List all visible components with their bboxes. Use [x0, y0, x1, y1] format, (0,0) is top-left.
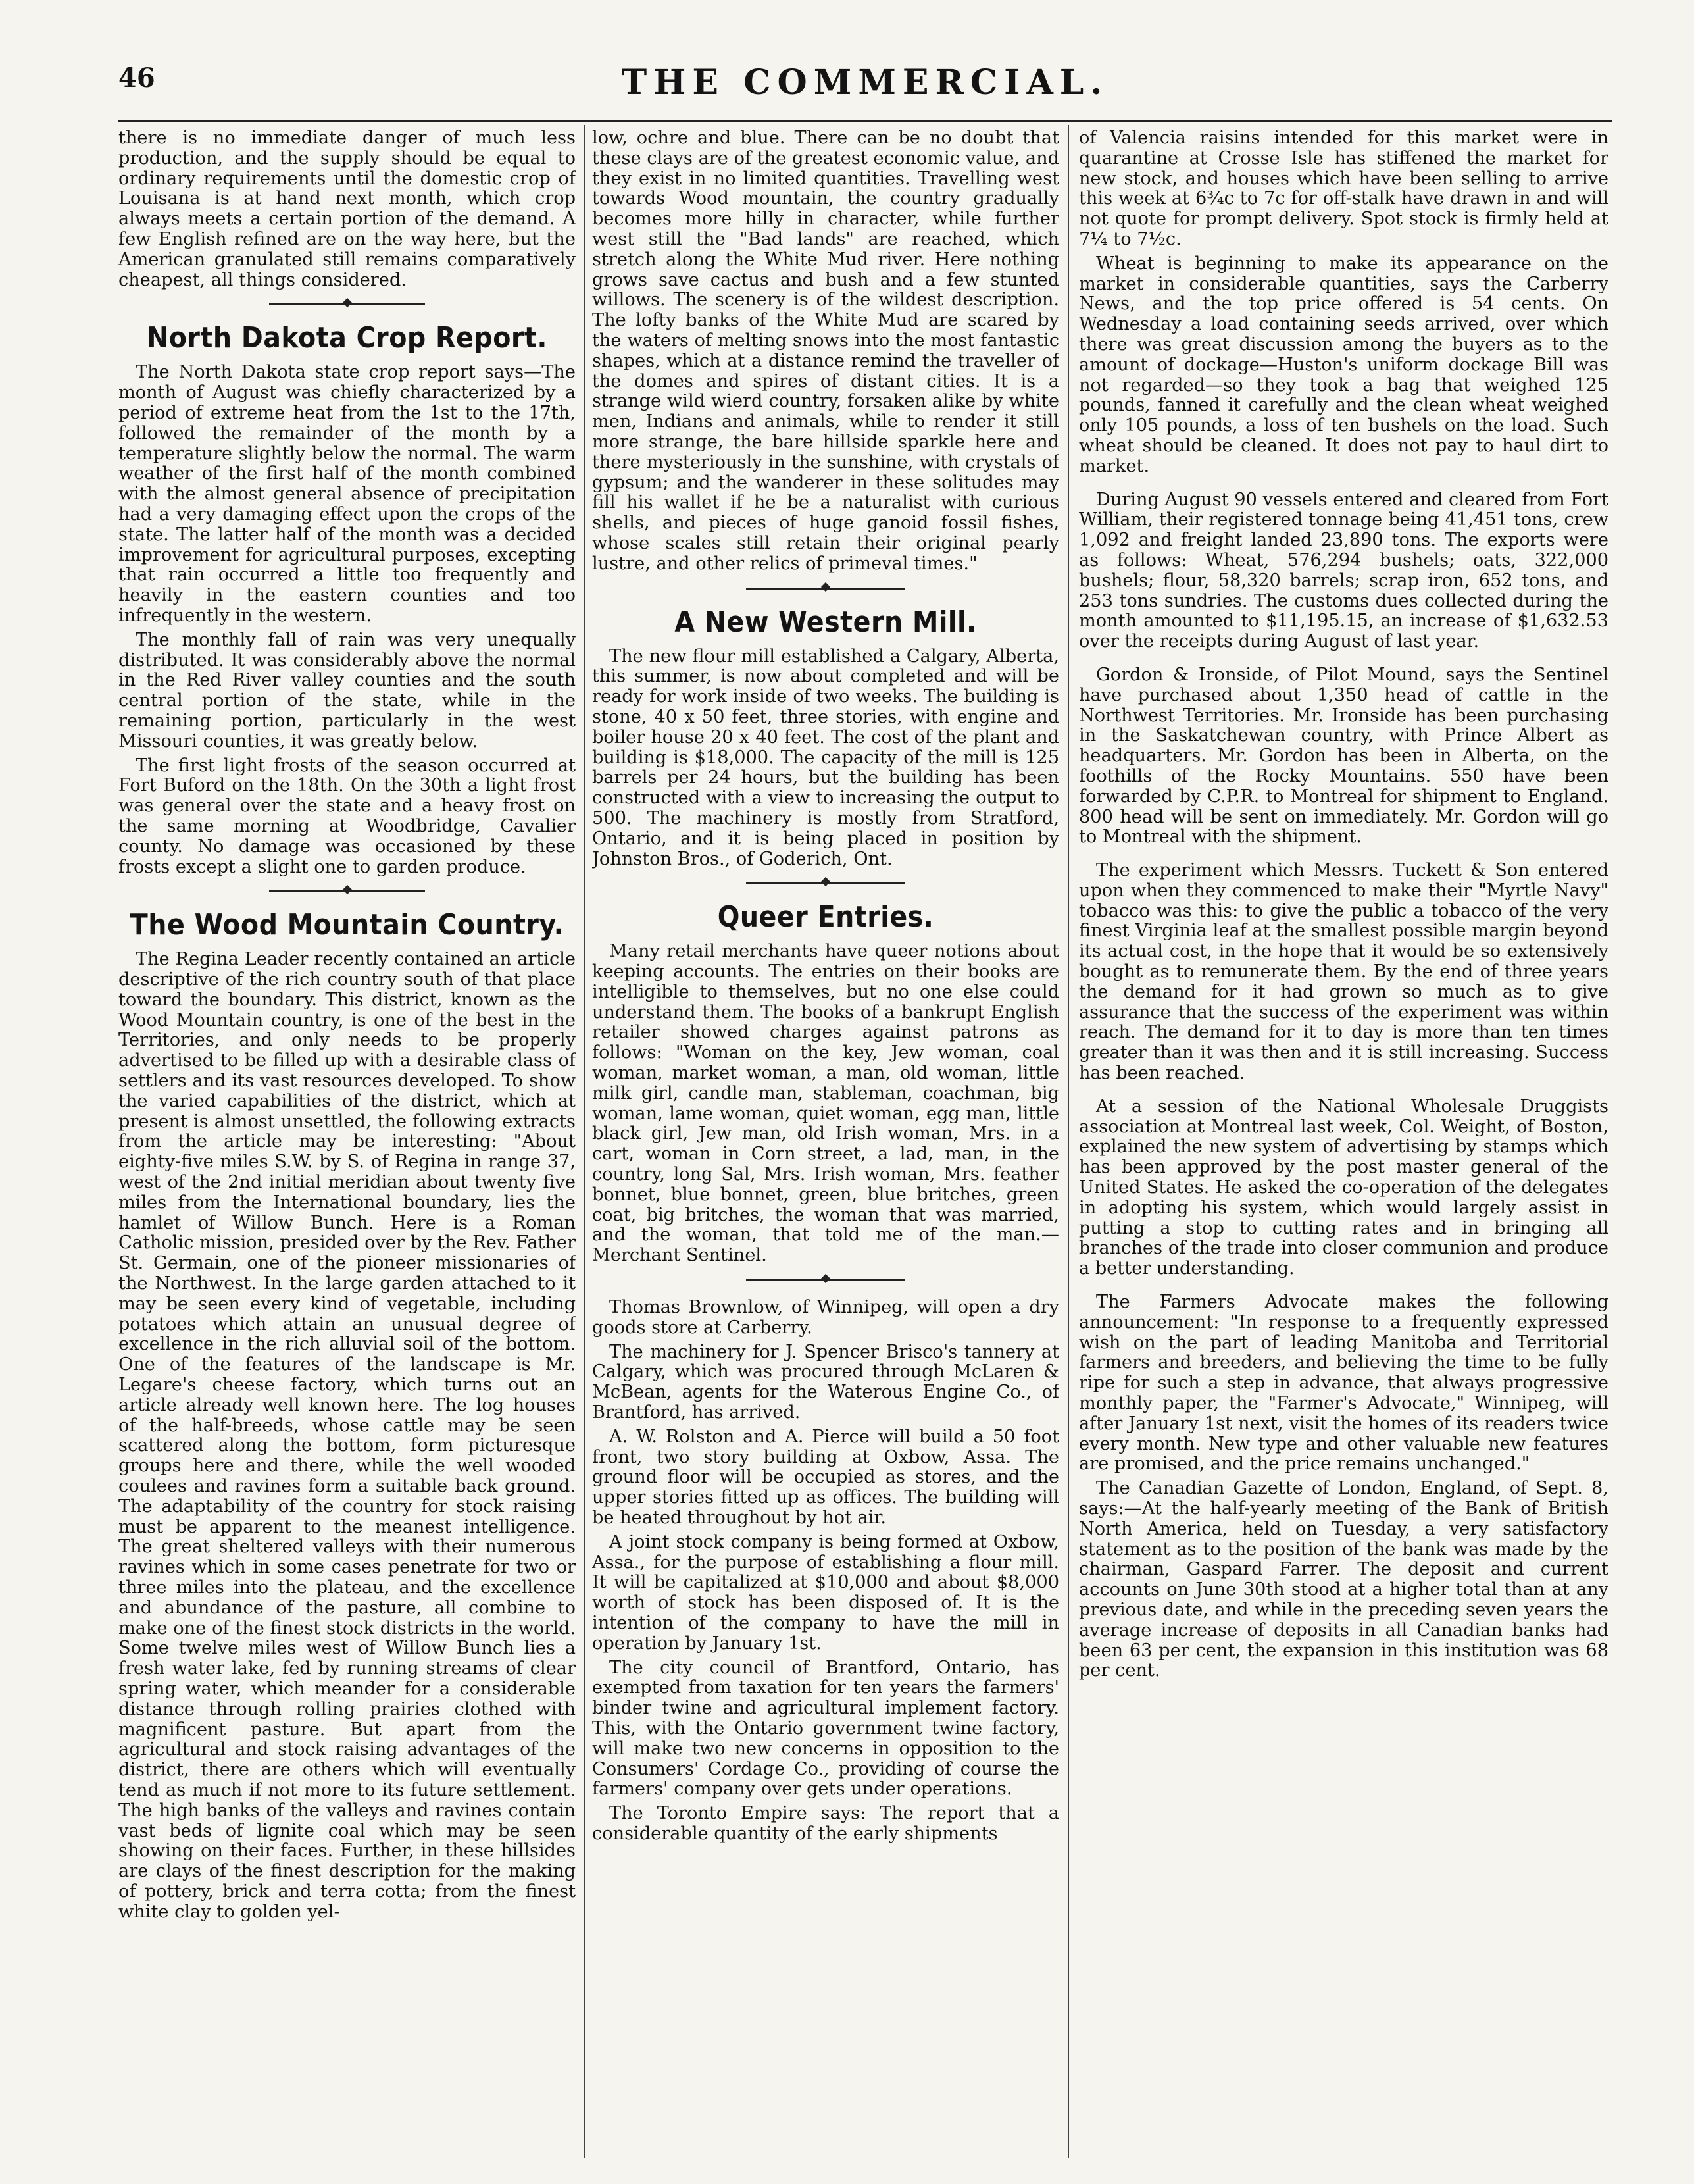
column-1	[118, 128, 576, 2155]
article-paragraph: A. W. Rolston and A. Pierce will build a 50 foot front, two story building at Oxbow, Assa. The ground floor will be occupied as stores, and the upper stories fitted up as offices. The building will be heated throughout by hot air.	[592, 1426, 1059, 1529]
article-paragraph: At a session of the National Wholesale Druggists association at Montreal last week, Col. Weight, of Boston, explained the new system of advertising by stamps which has been approved by the post master general of the United States. He asked the co-operation of the delegates in adopting his system, which would largely assist in putting a stop to cutting rates and in bringing all branches of the trade into closer communion and produce a better understanding.	[1079, 1096, 1608, 1279]
header-rule	[118, 120, 1612, 122]
article-paragraph: of Valencia raisins intended for this market were in quarantine at Crosse Isle has stiffened the market for new stock, and houses which have been selling to arrive this week at 6¾c to 7c for off-stalk have drawn in and will not quote for prompt delivery. Spot stock is firmly held at 7¼ to 7½c.	[1079, 128, 1608, 249]
article-paragraph: The Canadian Gazette of London, England, of Sept. 8, says:—At the half-yearly meeting of the Bank of British North America, held on Tuesday, a very satisfactory statement as to the position of the bank was made by the chairman, Gaspard Farrer. The deposit and current accounts on June 30th stood at a higher total than at any previous date, and while in the preceding seven years the average increase of deposits in all Canadian banks had been 63 per cent, the expansion in this institution was 68 per cent.	[1079, 1478, 1608, 1681]
section-divider	[118, 301, 576, 307]
masthead-title: THE COMMERCIAL.	[621, 63, 1109, 103]
article-paragraph: The machinery for J. Spencer Brisco's tannery at Calgary, which was procured through McLaren & McBean, agents for the Waterous Engine Co., of Brantford, has arrived.	[592, 1341, 1059, 1423]
article-paragraph: The Toronto Empire says: The report that a considerable quantity of the early shipments	[592, 1803, 1059, 1844]
article-heading: A New Western Mill.	[674, 605, 977, 639]
column-3	[1079, 128, 1608, 2155]
article-paragraph: The North Dakota state crop report says—The month of August was chiefly characterized by a period of extreme heat from the 1st to the 17th, followed the remainder of the month by a temperature slightly below the normal. The warm weather of the first half of the month combined with the almost general absence of precipitation had a very damaging effect upon the crops of the state. The latter half of the month was a decided improvement for agricultural purposes, excepting that rain occurred a little too frequently and heavily in the eastern counties and too infrequently in the western.	[118, 362, 576, 626]
article-paragraph: The experiment which Messrs. Tuckett & Son entered upon when they commenced to make their "Myrtle Navy" tobacco was this: to give the public a tobacco of the very finest Virginia leaf at the smallest possible margin beyond its actual cost, in the hope that it would be so extensively bought as to remunerate them. By the end of three years the demand for it had grown so much as to give assurance that the success of the experiment was within reach. The demand for it to day is more than ten times greater than it was then and it is still increasing. Success has been reached.	[1079, 860, 1608, 1084]
article-paragraph: Many retail merchants have queer notions about keeping accounts. The entries on their books are intelligible to themselves, but no one else could understand them. The books of a bankrupt English retailer showed charges against patrons as follows: "Woman on the key, Jew woman, coal woman, market woman, a man, old woman, little milk girl, candle man, stableman, coachman, big woman, lame woman, quiet woman, egg man, little black girl, Jew man, old Irish woman, Mrs. in a cart, woman in Corn street, a lad, man, in the country, long Sal, Mrs. Irish woman, Mrs. feather bonnet, blue bonnet, green, blue britches, green coat, big britches, the woman that was married, and the woman, that told me of the man.—Merchant Sentinel.	[592, 941, 1059, 1266]
article-paragraph: The first light frosts of the season occurred at Fort Buford on the 18th. On the 30th a light frost was general over the state and a heavy frost on the same morning at Woodbridge, Cavalier county. No damage was occasioned by these frosts except a slight one to garden produce.	[118, 755, 576, 877]
column-2	[592, 128, 1059, 2155]
article-paragraph: low, ochre and blue. There can be no doubt that these clays are of the greatest economic value, and they exist in no limited quantities. Travelling west towards Wood mountain, the country gradually becomes more hilly in character, while further west still the "Bad lands" are reached, which stretch along the White Mud river. Here nothing grows save cactus and bush and a few stunted willows. The scenery is of the wildest description. The lofty banks of the White Mud are scared by the waters of melting snows into the most fantastic shapes, which at a distance remind the traveller of the domes and spires of distant cities. It is a strange wild wierd country, forsaken alike by white men, Indians and animals, while to render it still more strange, the bare hillside sparkle here and there mysteriously in the sunshine, with crystals of gypsum; and the wanderer in these solitudes may fill his wallet if he be a naturalist with curious shells, and pieces of huge ganoid fossil fishes, whose scales still retain their original pearly lustre, and other relics of primeval times."	[592, 128, 1059, 574]
section-divider	[592, 880, 1059, 886]
article-paragraph: Thomas Brownlow, of Winnipeg, will open a dry goods store at Carberry.	[592, 1297, 1059, 1338]
article-heading: Queer Entries.	[717, 900, 934, 934]
article-paragraph: The monthly fall of rain was very unequally distributed. It was considerably above the normal in the Red River valley counties and the south central portion of the state, while in the remaining portion, particularly in the west Missouri counties, it was greatly below.	[118, 629, 576, 751]
column-divider-2	[1068, 125, 1069, 2158]
page-number: 46	[118, 63, 155, 93]
article-paragraph: Gordon & Ironside, of Pilot Mound, says the Sentinel have purchased about 1,350 head of cattle in the Northwest Territories. Mr. Ironside has been purchasing in the Saskatchewan country, with Prince Albert as headquarters. Mr. Gordon has been in Alberta, on the foothills of the Rocky Mountains. 550 have been forwarded by C.P.R. to Montreal for shipment to England. 800 head will be sent on immediately. Mr. Gordon will go to Montreal with the shipment.	[1079, 664, 1608, 848]
column-divider-1	[584, 125, 585, 2158]
article-paragraph: The Farmers Advocate makes the following announcement: "In response to a frequently expressed wish on the part of leading Manitoba and Territorial farmers and breeders, and believing the time to be fully ripe for such a step in advance, that always progressive monthly paper, the "Farmer's Advocate," Winnipeg, will after January 1st next, visit the homes of its readers twice every month. New type and other valuable new features are promised, and the price remains unchanged."	[1079, 1292, 1608, 1475]
article-paragraph: there is no immediate danger of much less production, and the supply should be equal to ordinary requirements until the domestic crop of Louisana is at hand next month, which crop always meets a certain portion of the demand. A few English refined are on the way here, but the American granulated still remains comparatively cheapest, all things considered.	[118, 128, 576, 290]
article-paragraph: A joint stock company is being formed at Oxbow, Assa., for the purpose of establishing a flour mill. It will be capitalized at $10,000 and about $8,000 worth of stock has been disposed of. It is the intention of the company to have the mill in operation by January 1st.	[592, 1531, 1059, 1654]
article-paragraph: The new flour mill established a Calgary, Alberta, this summer, is now about completed and will be ready for work inside of two weeks. The building is stone, 40 x 50 feet, three stories, with engine and boiler house 20 x 40 feet. The cost of the plant and building is $18,000. The capacity of the mill is 125 barrels per 24 hours, but the building has been constructed with a view to increasing the output to 500. The machinery is mostly from Stratford, Ontario, and it is being placed in position by Johnston Bros., of Goderich, Ont.	[592, 646, 1059, 869]
section-divider	[592, 585, 1059, 592]
article-paragraph: Wheat is beginning to make its appearance on the market in considerable quantities, says the Carberry News, and the top price offered is 54 cents. On Wednesday a load containing seeds arrived, over which there was great discussion among the buyers as to the amount of dockage—Huston's uniform dockage Bill was not regarded—so they took a bag that weighed 125 pounds, fanned it carefully and the clean wheat weighed only 105 pounds, a loss of ten bushels on the load. Such wheat should be cleaned. It does not pay to haul dirt to market.	[1079, 253, 1608, 476]
section-divider	[592, 1277, 1059, 1283]
page-header	[118, 63, 1612, 122]
article-paragraph: During August 90 vessels entered and cleared from Fort William, their registered tonnage being 41,451 tons, crew 1,092 and freight landed 23,890 tons. The exports were as follows: Wheat, 576,294 bushels; oats, 322,000 bushels; flour, 58,320 barrels; scrap iron, 652 tons, and 253 tons sundries. The customs dues collected during the month amounted to $11,195.15, an increase of $1,632.53 over the receipts during August of last year.	[1079, 489, 1608, 652]
article-heading: The Wood Mountain Country.	[130, 908, 564, 942]
article-paragraph: The Regina Leader recently contained an article descriptive of the rich country south of that place toward the boundary. This district, known as the Wood Mountain country, is one of the best in the Territories, and only needs to be properly advertised to be filled up with a desirable class of settlers and its vast resources developed. To show the varied capabilities of the district, which at present is almost unsettled, the following extracts from the article may be interesting: "About eighty-five miles S.W. by S. of Regina in range 37, west of the 2nd initial meridian about twenty five miles from the International boundary, lies the hamlet of Willow Bunch. Here is a Roman Catholic mission, presided over by the Rev. Father St. Germain, one of the pioneer missionaries of the Northwest. In the large garden attached to it may be seen every kind of vegetable, including potatoes which attain an unusual degree of excellence in the rich alluvial soil of the bottom. One of the features of the landscape is Mr. Legare's cheese factory, which turns out an article already well known here. The log houses of the half-breeds, whose cattle may be seen scattered along the bottom, form picturesque groups here and there, while the well wooded coulees and ravines form a suitable back ground. The adaptability of the country for stock raising must be apparent to the meanest intelligence. The great sheltered valleys with their numerous ravines which in some cases penetrate for two or three miles into the plateau, and the excellence and abundance of the pasture, all combine to make one of the finest stock districts in the world. Some twelve miles west of Willow Bunch lies a fresh water lake, fed by running streams of clear spring water, which meander for a considerable distance through rolling prairies clothed with magnificent pasture. But apart from the agricultural and stock raising advantages of the district, there are others which will eventually tend as much if not more to its future settlement. The high banks of the valleys and ravines contain vast beds of lignite coal which may be seen showing on their faces. Further, in these hillsides are clays of the finest description for the making of pottery, brick and terra cotta; from the finest white clay to golden yel-	[118, 949, 576, 1922]
article-heading: North Dakota Crop Report.	[147, 321, 547, 355]
article-paragraph: The city council of Brantford, Ontario, has exempted from taxation for ten years the farmers' binder twine and agricultural implement factory. This, with the Ontario government twine factory, will make two new concerns in opposition to the Consumers' Cordage Co., providing of course the farmers' company over gets under operations.	[592, 1657, 1059, 1800]
section-divider	[118, 888, 576, 894]
